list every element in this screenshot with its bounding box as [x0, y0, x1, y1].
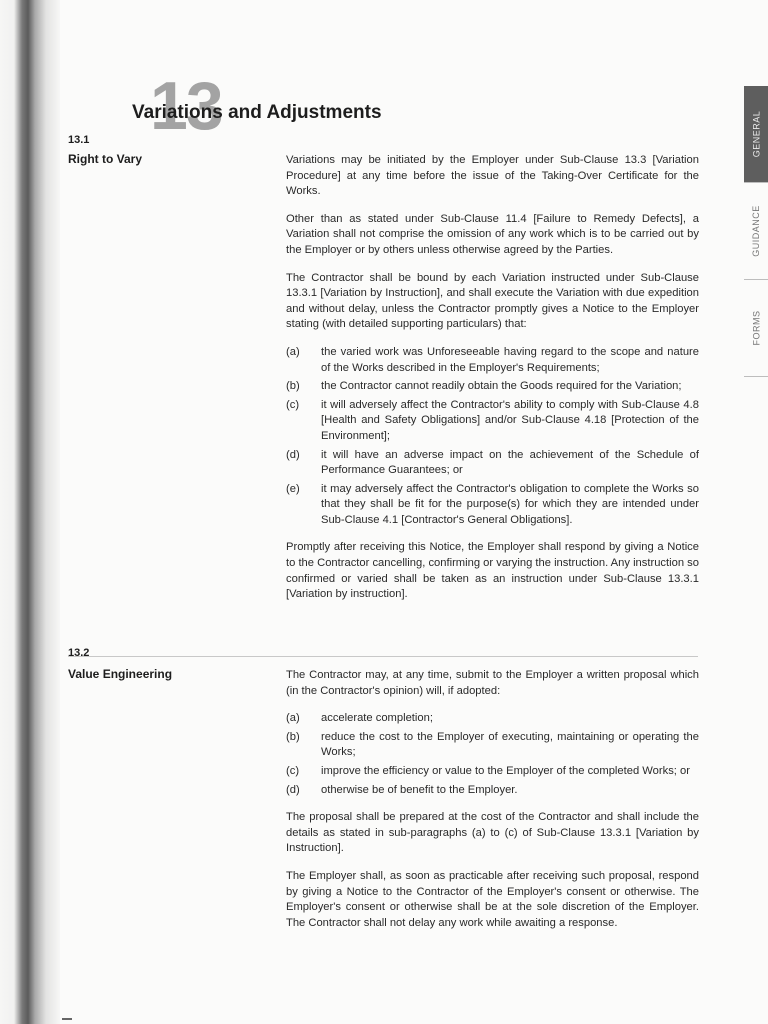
section-heading-right-to-vary: Right to Vary: [68, 152, 143, 166]
section-heading-value-engineering: Value Engineering: [68, 667, 173, 681]
section-13-1-body: [286, 153, 699, 615]
paragraph: The Employer shall, as soon as practicable after receiving such proposal, respond by giving a Notice to the Contractor of the Employer's consent or otherwise. The Employer's consent or otherwise shall be at the sole discretion of the Employer. The Contractor shall not delay any work while awaiting a response.: [286, 869, 699, 929]
paragraph: Variations may be initiated by the Employer under Sub-Clause 13.3 [Variation Procedure] at any time before the issue of the Taking-Over Certificate for the Works.: [286, 154, 699, 198]
paragraph: Promptly after receiving this Notice, the Employer shall respond by giving a Notice to the Contractor cancelling, confirming or varying the instruction. Any instruction so confirmed or varied shall be taken as an instruction under Sub-Clause 13.3.1 [Variation by instruction].: [286, 541, 699, 601]
item-list: [286, 345, 699, 529]
chapter-number: 13: [150, 68, 222, 144]
side-tab-guidance[interactable]: GUIDANCE: [744, 183, 768, 280]
page-binding-shadow: [0, 0, 60, 1024]
side-tab-forms[interactable]: FORMS: [744, 280, 768, 377]
section-number-13-2: 13.2: [68, 647, 90, 659]
list-item: (c) improve the efficiency or value to the Employer of the completed Works; or: [286, 764, 690, 777]
side-tabs: [744, 86, 768, 377]
list-item: (d) it will have an adverse impact on the achievement of the Schedule of Performance Guarantees; or: [286, 448, 699, 477]
paragraph: The proposal shall be prepared at the cost of the Contractor and shall include the details as stated in sub-paragraphs (a) to (c) of Sub-Clause 13.3.1 [Variation by Instruction].: [286, 811, 699, 855]
section-divider: [68, 656, 698, 657]
chapter-title: Variations and Adjustments: [132, 102, 382, 123]
list-item: (e) it may adversely affect the Contractor's obligation to complete the Works so that they shall be fit for the purpose(s) for which they are intended under Sub-Clause 4.1 [Contractor's General Obligations].: [286, 482, 699, 526]
list-item: (a) accelerate completion;: [286, 712, 433, 725]
list-item: (a) the varied work was Unforeseeable having regard to the scope and nature of the Works described in the Employer's Requirements;: [286, 345, 699, 374]
section-13-2-body: [286, 668, 699, 943]
list-item: (d) otherwise be of benefit to the Employer.: [286, 783, 518, 796]
paragraph: The Contractor may, at any time, submit to the Employer a written proposal which (in the Contractor's opinion) will, if adopted:: [286, 669, 699, 697]
paragraph: The Contractor shall be bound by each Variation instructed under Sub-Clause 13.3.1 [Variation by Instruction], and shall execute the Variation with due expedition and without delay, unless the Contractor promptly gives a Notice to the Employer stating (with detailed supporting particulars) that:: [286, 271, 699, 331]
list-item: (b) reduce the cost to the Employer of executing, maintaining or operating the Works;: [286, 730, 699, 759]
section-number-13-1: 13.1: [68, 134, 90, 146]
list-item: (c) it will adversely affect the Contractor's ability to comply with Sub-Clause 4.8 [Health and Safety Obligations] and/or Sub-Clause 4.18 [Protection of the Environment];: [286, 398, 699, 442]
list-item: (b) the Contractor cannot readily obtain the Goods required for the Variation;: [286, 380, 682, 393]
page-mark: [62, 1018, 72, 1020]
item-list: [286, 711, 699, 798]
paragraph: Other than as stated under Sub-Clause 11.4 [Failure to Remedy Defects], a Variation shall not comprise the omission of any work which is to be carried out by the Employer or by others unless otherwise agreed by the Parties.: [286, 212, 699, 256]
side-tab-general[interactable]: GENERAL: [744, 86, 768, 183]
